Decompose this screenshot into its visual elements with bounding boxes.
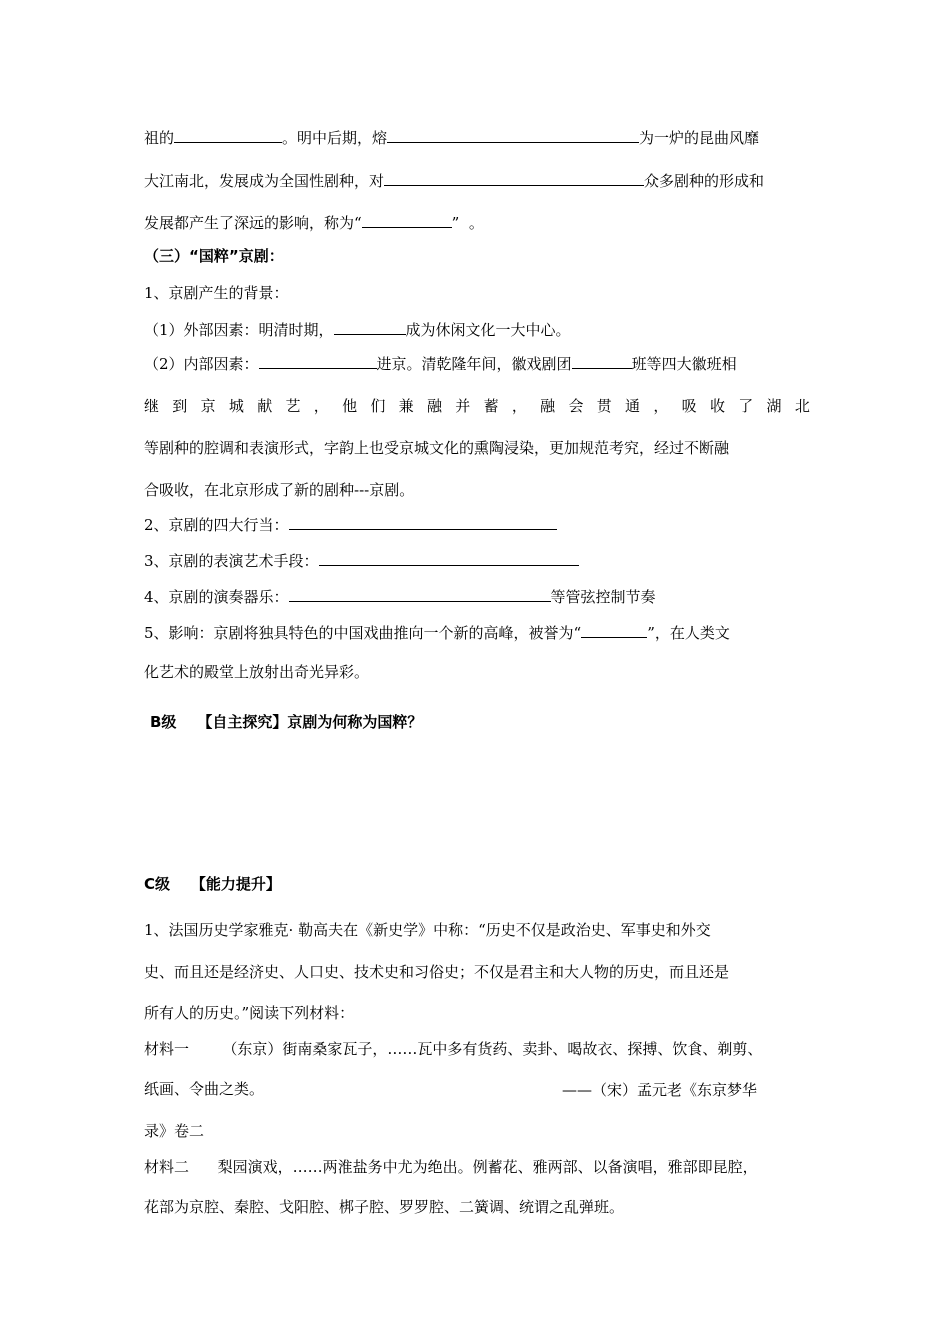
level-title: 【自主探究】京剧为何称为国粹？ [197,713,423,731]
text: （1）外部因素：明清时期， [144,321,334,339]
p1-2 [144,353,810,374]
q1-line2: 史、而且还是经济史、人口史、技术史和习俗史；不仅是君主和大人物的历史，而且还是 [144,963,730,981]
text: 众多剧种的形成和 [644,172,765,190]
text: 2、京剧的四大行当： [144,516,289,534]
char: 通 [625,397,641,415]
q1-line3: 所有人的历史。”阅读下列材料： [144,1004,355,1022]
char: ， [511,397,527,415]
char: 蓄 [483,397,499,415]
blank-11[interactable] [581,622,647,638]
text: 班等四大徽班相 [631,355,737,373]
char: 北 [794,397,810,415]
level-label: B级 [150,713,177,731]
char: 了 [738,397,754,415]
material-1-citation-cont: 录》卷二 [144,1122,205,1140]
p1: 1、京剧产生的背景： [144,284,289,302]
blank-3[interactable] [384,170,644,186]
char: 京 [200,397,216,415]
char: 会 [568,397,584,415]
intro-line-2 [144,170,810,191]
intro-line-3 [144,212,810,233]
char: ， [313,397,329,415]
blank-2[interactable] [387,127,639,143]
char: 融 [426,397,442,415]
level-title: 【能力提升】 [190,875,281,893]
material-1-line2: 纸画、令曲之类。 [144,1080,265,1098]
text: 为一炉的昆曲风靡 [639,129,760,147]
p5 [144,622,810,643]
text: 。明中后期，熔 [282,129,388,147]
text: ”，在人类文 [647,624,730,642]
blank-8[interactable] [289,514,557,530]
intro-line-1 [144,127,810,148]
material-label: 材料二 [144,1158,190,1176]
char: 城 [228,397,244,415]
text: （2）内部因素： [144,355,259,373]
char: 到 [172,397,188,415]
material-2 [144,1157,810,1177]
p1-2-line4: 合吸收，在北京形成了新的剧种---京剧。 [144,481,415,499]
char: 献 [257,397,273,415]
text: 成为休闲文化一大中心。 [405,321,571,339]
p2 [144,514,810,535]
blank-9[interactable] [319,550,579,566]
text: 3、京剧的表演艺术手段： [144,552,319,570]
material-1-citation: ——（宋）孟元老《东京梦华 [562,1081,758,1099]
blank-5[interactable] [334,319,406,335]
p1-2-line3: 等剧种的腔调和表演形式，字韵上也受京城文化的熏陶浸染，更加规范考究，经过不断融 [144,439,730,457]
char: 艺 [285,397,301,415]
char: 收 [709,397,725,415]
p4 [144,586,810,607]
p1-1 [144,319,810,340]
char: 湖 [766,397,782,415]
text: 。 [468,214,484,232]
blank-7[interactable] [572,353,632,369]
blank-10[interactable] [289,586,551,602]
blank-1[interactable] [174,127,282,143]
text: 进京。清乾隆年间，徽戏剧团 [376,355,572,373]
level-c-heading [144,874,810,894]
q1-line1: 1、法国历史学家雅克· 勒高夫在《新史学》中称：“历史不仅是政治史、军事史和外交 [144,921,711,939]
blank-6[interactable] [259,353,377,369]
material-label: 材料一 [144,1040,190,1058]
level-label: C级 [144,875,171,893]
char: 吸 [681,397,697,415]
char: 融 [540,397,556,415]
text: 等管弦控制节奏 [550,588,656,606]
text: 发展都产生了深远的影响，称为“ [144,214,362,232]
text: 4、京剧的演奏器乐： [144,588,289,606]
char: 并 [455,397,471,415]
char: 们 [370,397,386,415]
text: 5、影响：京剧将独具特色的中国戏曲推向一个新的高峰，被誉为“ [144,624,582,642]
char: 贯 [596,397,612,415]
char: 他 [342,397,358,415]
char: 兼 [398,397,414,415]
text: 大江南北，发展成为全国性剧种，对 [144,172,385,190]
p3 [144,550,810,571]
material-2-line2: 花部为京腔、秦腔、戈阳腔、梆子腔、罗罗腔、二簧调、统谓之乱弹班。 [144,1198,625,1216]
material-text: 梨园演戏，……两淮盐务中尤为绝出。例蓄花、雅两部、以备演唱，雅部即昆腔， [217,1158,758,1176]
text: 祖的 [144,129,175,147]
material-1 [144,1039,810,1059]
char: ， [653,397,669,415]
material-text: （东京）街南桑家瓦子，……瓦中多有货药、卖卦、喝故衣、探搏、饮食、剃剪、 [222,1040,763,1058]
level-b-heading [150,712,810,732]
char: 继 [144,397,160,415]
section-heading: （三）“国粹”京剧： [144,247,284,265]
blank-4[interactable] [362,212,452,228]
p5-line2: 化艺术的殿堂上放射出奇光异彩。 [144,663,370,681]
p1-2-line2 [144,396,810,416]
text: ” [451,214,460,232]
